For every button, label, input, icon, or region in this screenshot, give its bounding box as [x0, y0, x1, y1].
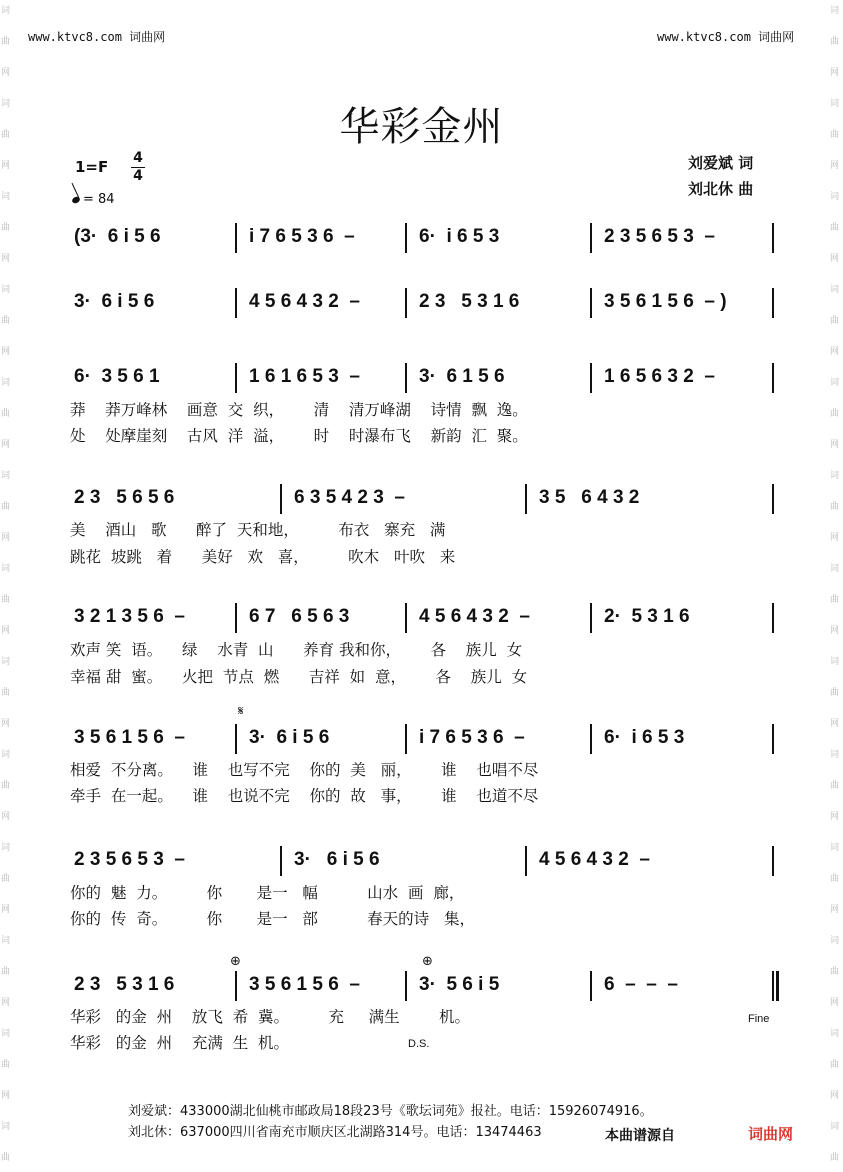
watermark-char: 网: [830, 626, 840, 636]
barline: [525, 846, 527, 876]
notation-measure: 2· 5 3 1 6: [604, 606, 690, 627]
notation-measure: 4 5 6 4 3 2 –: [539, 849, 650, 870]
barline: [772, 484, 774, 514]
notation-measure: 2 3 5 6 5 3 –: [604, 226, 715, 247]
barline: [772, 724, 774, 754]
notation-measure: 3 5 6 1 5 6 –: [249, 974, 360, 995]
notation-row: [68, 606, 780, 632]
watermark-char: 网: [1, 626, 11, 636]
coda-icon-1: ⊕: [230, 954, 241, 969]
composer-contact: 刘北休：637000四川省南充市顺庆区北湖路314号。电话：13474463: [128, 1125, 542, 1140]
watermark-char: 词: [1, 192, 11, 202]
notation-row: [68, 974, 780, 1000]
notation-row: [68, 226, 780, 252]
notation-measure: i 7 6 5 3 6 –: [249, 226, 355, 247]
barline: [405, 363, 407, 393]
lyric-line: 华彩 的金 州 放飞 希 冀。 充 满生 机。: [70, 1008, 471, 1026]
watermark-char: 词: [830, 471, 840, 481]
watermark-char: 曲: [1, 502, 11, 512]
watermark-char: 网: [830, 347, 840, 357]
watermark-char: 词: [830, 1122, 840, 1132]
watermark-char: 词: [830, 99, 840, 109]
notation-measure: 6 7 6 5 6 3: [249, 606, 350, 627]
site-url-left[interactable]: www.ktvc8.com 词曲网: [28, 30, 166, 44]
watermark-char: 词: [1, 657, 11, 667]
notation-measure: 2 3 5 3 1 6: [74, 974, 175, 995]
watermark-char: 网: [1, 812, 11, 822]
watermark-char: 词: [1, 378, 11, 388]
watermark-char: 词: [1, 750, 11, 760]
watermark-char: 网: [830, 161, 840, 171]
watermark-char: 网: [1, 533, 11, 543]
watermark-char: 曲: [830, 595, 840, 605]
watermark-char: 网: [830, 68, 840, 78]
notation-measure: 2 3 5 6 5 6: [74, 487, 175, 508]
watermark-char: 词: [1, 285, 11, 295]
lyric-line: 华彩 的金 州 充满 生 机。: [70, 1034, 290, 1052]
lyric-line: 跳花 坡跳 着 美好 欢 喜， 吹木 叶吹 来: [70, 548, 456, 566]
watermark-char: 曲: [830, 409, 840, 419]
watermark-left: [0, 0, 14, 1172]
notation-measure: i 7 6 5 3 6 –: [419, 727, 525, 748]
time-signature: [131, 151, 145, 184]
watermark-char: 网: [1, 161, 11, 171]
ds-mark: D.S.: [408, 1038, 430, 1050]
watermark-char: 词: [830, 936, 840, 946]
site-url-right[interactable]: www.ktvc8.com 词曲网: [657, 30, 795, 44]
watermark-char: 曲: [830, 874, 840, 884]
watermark-char: 词: [830, 750, 840, 760]
meter-top: 4: [133, 150, 143, 166]
watermark-char: 曲: [830, 502, 840, 512]
watermark-char: 曲: [830, 781, 840, 791]
watermark-char: 网: [1, 719, 11, 729]
notation-measure: (3· 6 i 5 6: [74, 226, 161, 247]
watermark-char: 网: [1, 440, 11, 450]
fine-mark: Fine: [748, 1013, 770, 1025]
watermark-char: 网: [830, 440, 840, 450]
notation-measure: 3 5 6 1 5 6 – ): [604, 291, 727, 312]
song-title: 华彩金州: [339, 104, 504, 150]
notation-measure: 3 5 6 4 3 2: [539, 487, 640, 508]
lyric-line: 相爱 不分离。 谁 也写不完 你的 美 丽， 谁 也唱不尽: [70, 761, 539, 779]
notation-measure: 3· 6 i 5 6: [74, 291, 155, 312]
watermark-char: 曲: [1, 1153, 11, 1163]
barline: [235, 971, 237, 1001]
tempo-value: = 84: [83, 192, 115, 207]
watermark-char: 曲: [1, 595, 11, 605]
notation-measure: 6 3 5 4 2 3 –: [294, 487, 405, 508]
watermark-char: 曲: [830, 316, 840, 326]
watermark-char: 曲: [1, 1060, 11, 1070]
watermark-char: 词: [830, 285, 840, 295]
notation-measure: 2 3 5 6 5 3 –: [74, 849, 185, 870]
watermark-char: 网: [1, 1091, 11, 1101]
watermark-char: 曲: [1, 688, 11, 698]
watermark-char: 曲: [830, 1153, 840, 1163]
notation-measure: 6· i 6 5 3: [419, 226, 500, 247]
brand-logo[interactable]: 词曲网: [748, 1125, 794, 1143]
barline: [772, 223, 774, 253]
watermark-char: 曲: [1, 130, 11, 140]
barline: [405, 603, 407, 633]
watermark-char: 词: [830, 1029, 840, 1039]
barline: [590, 223, 592, 253]
notation-measure: 3· 6 i 5 6: [249, 727, 330, 748]
key-signature: 1=F: [75, 158, 109, 176]
notation-measure: 4 5 6 4 3 2 –: [419, 606, 530, 627]
barline: [772, 846, 774, 876]
notation-row: [68, 849, 780, 875]
notation-measure: 3 5 6 1 5 6 –: [74, 727, 185, 748]
lyric-line: 你的 魅 力。 你 是一 幅 山水 画 廊，: [70, 884, 465, 902]
barline: [772, 971, 774, 1001]
barline: [590, 363, 592, 393]
watermark-char: 词: [830, 378, 840, 388]
watermark-char: 词: [1, 564, 11, 574]
barline: [590, 971, 592, 1001]
watermark-char: 词: [830, 657, 840, 667]
quarter-note-icon: [71, 196, 81, 205]
watermark-right: [829, 0, 843, 1172]
notation-row: [68, 727, 780, 753]
watermark-char: 网: [830, 254, 840, 264]
barline: [405, 288, 407, 318]
watermark-char: 词: [1, 1122, 11, 1132]
notation-measure: 6· 3 5 6 1: [74, 366, 160, 387]
notation-measure: 3 2 1 3 5 6 –: [74, 606, 185, 627]
lyric-line: 欢声 笑 语。 绿 水青 山 养育 我和你， 各 族儿 女: [70, 641, 523, 659]
notation-measure: 3· 5 6 i 5: [419, 974, 500, 995]
barline: [590, 288, 592, 318]
notation-row: [68, 487, 780, 513]
barline: [405, 223, 407, 253]
lyric-line: 美 酒山 歌 醉了 天和地， 布衣 寨充 满: [70, 521, 446, 539]
watermark-char: 曲: [830, 130, 840, 140]
watermark-char: 网: [830, 998, 840, 1008]
watermark-char: 词: [830, 843, 840, 853]
notation-measure: 2 3 5 3 1 6: [419, 291, 520, 312]
barline: [235, 288, 237, 318]
notation-row: [68, 291, 780, 317]
watermark-char: 网: [830, 533, 840, 543]
barline: [772, 603, 774, 633]
watermark-char: 曲: [1, 409, 11, 419]
barline: [772, 288, 774, 318]
barline: [405, 971, 407, 1001]
watermark-char: 网: [1, 254, 11, 264]
watermark-char: 网: [830, 719, 840, 729]
watermark-char: 曲: [830, 688, 840, 698]
watermark-char: 网: [1, 905, 11, 915]
watermark-char: 曲: [830, 223, 840, 233]
barline: [235, 724, 237, 754]
watermark-char: 词: [1, 843, 11, 853]
notation-measure: 6· i 6 5 3: [604, 727, 685, 748]
barline: [280, 484, 282, 514]
barline: [280, 846, 282, 876]
watermark-char: 曲: [830, 37, 840, 47]
notation-measure: 1 6 5 6 3 2 –: [604, 366, 715, 387]
notation-measure: 4 5 6 4 3 2 –: [249, 291, 360, 312]
watermark-char: 词: [1, 936, 11, 946]
watermark-char: 网: [830, 812, 840, 822]
barline: [525, 484, 527, 514]
lyric-line: 牵手 在一起。 谁 也说不完 你的 故 事， 谁 也道不尽: [70, 787, 539, 805]
coda-icon-2: ⊕: [422, 954, 433, 969]
barline: [235, 223, 237, 253]
notation-measure: 3· 6 1 5 6: [419, 366, 505, 387]
barline: [235, 363, 237, 393]
watermark-char: 曲: [830, 967, 840, 977]
barline: [405, 724, 407, 754]
watermark-char: 曲: [1, 781, 11, 791]
notation-measure: 1 6 1 6 5 3 –: [249, 366, 360, 387]
watermark-char: 曲: [830, 1060, 840, 1070]
watermark-char: 网: [1, 998, 11, 1008]
watermark-char: 词: [1, 99, 11, 109]
lyric-line: 幸福 甜 蜜。 火把 节点 燃 吉祥 如 意， 各 族儿 女: [70, 668, 528, 686]
meter-bottom: 4: [133, 168, 143, 184]
barline: [235, 603, 237, 633]
lyricist-credit: 刘爱斌 词: [688, 154, 754, 172]
watermark-char: 词: [830, 192, 840, 202]
watermark-char: 词: [830, 564, 840, 574]
lyric-line: 你的 传 奇。 你 是一 部 春天的诗 集，: [70, 910, 475, 928]
lyricist-contact: 刘爱斌：433000湖北仙桃市邮政局18段23号《歌坛词苑》报社。电话：15926074916。: [128, 1104, 653, 1119]
segno-icon: 𝄋: [238, 704, 244, 719]
watermark-char: 曲: [1, 874, 11, 884]
watermark-char: 曲: [1, 967, 11, 977]
tempo-marking: [72, 192, 115, 207]
watermark-char: 词: [830, 6, 840, 16]
watermark-char: 词: [1, 6, 11, 16]
watermark-char: 曲: [1, 223, 11, 233]
barline: [772, 363, 774, 393]
watermark-char: 网: [830, 1091, 840, 1101]
barline: [590, 603, 592, 633]
watermark-char: 曲: [1, 316, 11, 326]
watermark-char: 网: [1, 347, 11, 357]
notation-row: [68, 366, 780, 392]
watermark-char: 曲: [1, 37, 11, 47]
final-barline: [776, 971, 779, 1001]
watermark-char: 网: [830, 905, 840, 915]
lyric-line: 莽 莽万峰林 画意 交 织， 清 清万峰湖 诗情 飘 逸。: [70, 401, 528, 419]
notation-measure: 6 – – –: [604, 974, 678, 995]
watermark-char: 网: [1, 68, 11, 78]
watermark-char: 词: [1, 471, 11, 481]
source-label: 本曲谱源自: [605, 1128, 675, 1144]
watermark-char: 词: [1, 1029, 11, 1039]
lyric-line: 处 处摩崖刻 古风 洋 溢， 时 时瀑布飞 新韵 汇 聚。: [70, 427, 528, 445]
composer-credit: 刘北休 曲: [688, 180, 754, 198]
barline: [590, 724, 592, 754]
notation-measure: 3· 6 i 5 6: [294, 849, 380, 870]
